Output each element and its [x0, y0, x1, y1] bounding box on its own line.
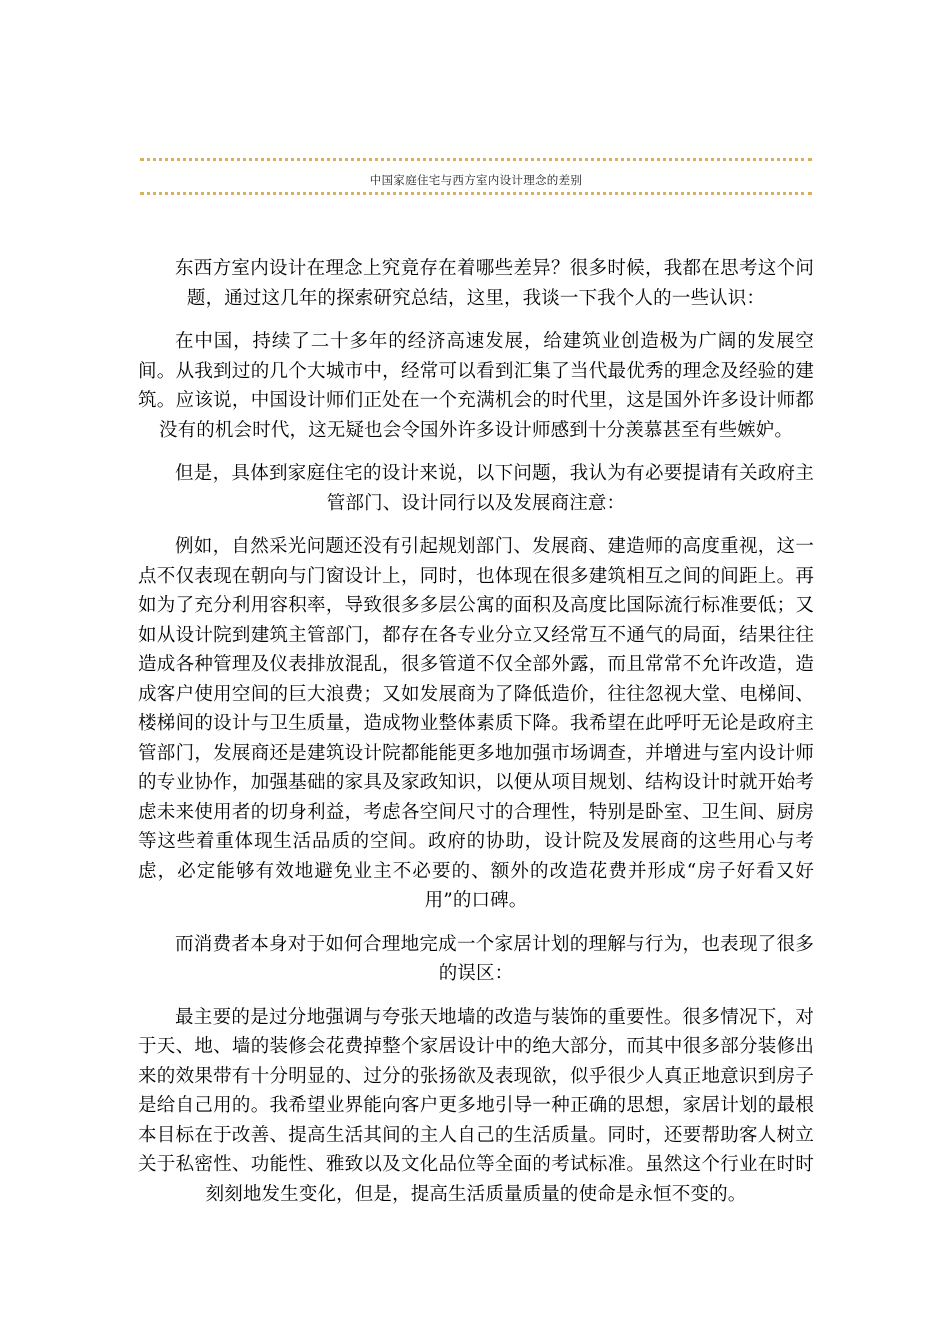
- paragraph-china-growth: 在中国，持续了二十多年的经济高速发展，给建筑业创造极为广阔的发展空间。从我到过的几个大城市中，经常可以看到汇集了当代最优秀的理念及经验的建筑。应该说，中国设计师们正处在一个充满机会的时代里，这是国外许多设计师都没有的机会时代，这无疑也会令国外许多设计师感到十分羡慕甚至有些嫉妒。: [138, 331, 814, 441]
- paragraph-decoration-emphasis: 最主要的是过分地强调与夸张天地墙的改造与装饰的重要性。很多情况下，对于天、地、墙的装修会花费掉整个家居设计中的绝大部分，而其中很多部分装修出来的效果带有十分明显的、过分的张扬欲及表现欲，似乎很少人真正地意识到房子是给自己用的。我希望业界能向客户更多地引导一种正确的思想，家居计划的最根本目标在于改善、提高生活其间的主人自己的生活质量。同时，还要帮助客人树立关于私密性、功能性、雅致以及文化品位等全面的考试标准。虽然这个行业在时时刻刻地发生变化，但是，提高生活质量质量的使命是永恒不变的。: [138, 1006, 814, 1205]
- header-bottom-rule: [140, 192, 812, 195]
- running-title: 中国家庭住宅与西方室内设计理念的差别: [369, 173, 583, 187]
- page-header: [140, 158, 812, 195]
- header-top-rule: [140, 158, 812, 161]
- article-body: [138, 254, 814, 1223]
- paragraph-consumer-misconceptions: 而消费者本身对于如何合理地完成一个家居计划的理解与行为，也表现了很多的误区：: [175, 933, 814, 984]
- paragraph-issues-intro: 但是，具体到家庭住宅的设计来说，以下问题，我认为有必要提请有关政府主管部门、设计同行以及发展商注意：: [175, 463, 814, 514]
- intro-paragraph: 东西方室内设计在理念上究竟存在着哪些差异？很多时候，我都在思考这个问题，通过这几年的探索研究总结，这里，我谈一下我个人的一些认识：: [175, 258, 814, 309]
- paragraph-examples: 例如，自然采光问题还没有引起规划部门、发展商、建造师的高度重视，这一点不仅表现在朝向与门窗设计上，同时，也体现在很多建筑相互之间的间距上。再如为了充分利用容积率，导致很多多层公寓的面积及高度比国际流行标准要低；又如从设计院到建筑主管部门，都存在各专业分立又经常互不通气的局面，结果往往造成各种管理及仪表排放混乱，很多管道不仅全部外露，而且常常不允许改造，造成客户使用空间的巨大浪费；又如发展商为了降低造价，往往忽视大堂、电梯间、楼梯间的设计与卫生质量，造成物业整体素质下降。我希望在此呼吁无论是政府主管部门，发展商还是建筑设计院都能能更多地加强市场调查，并增进与室内设计师的专业协作，加强基础的家具及家政知识，以便从项目规划、结构设计时就开始考虑未来使用者的切身利益，考虑各空间尺寸的合理性，特别是卧室、卫生间、厨房等这些着重体现生活品质的空间。政府的协助，设计院及发展商的这些用心与考虑，必定能够有效地避免业主不必要的、额外的改造花费并形成“房子好看又好用”的口碑。: [138, 536, 814, 911]
